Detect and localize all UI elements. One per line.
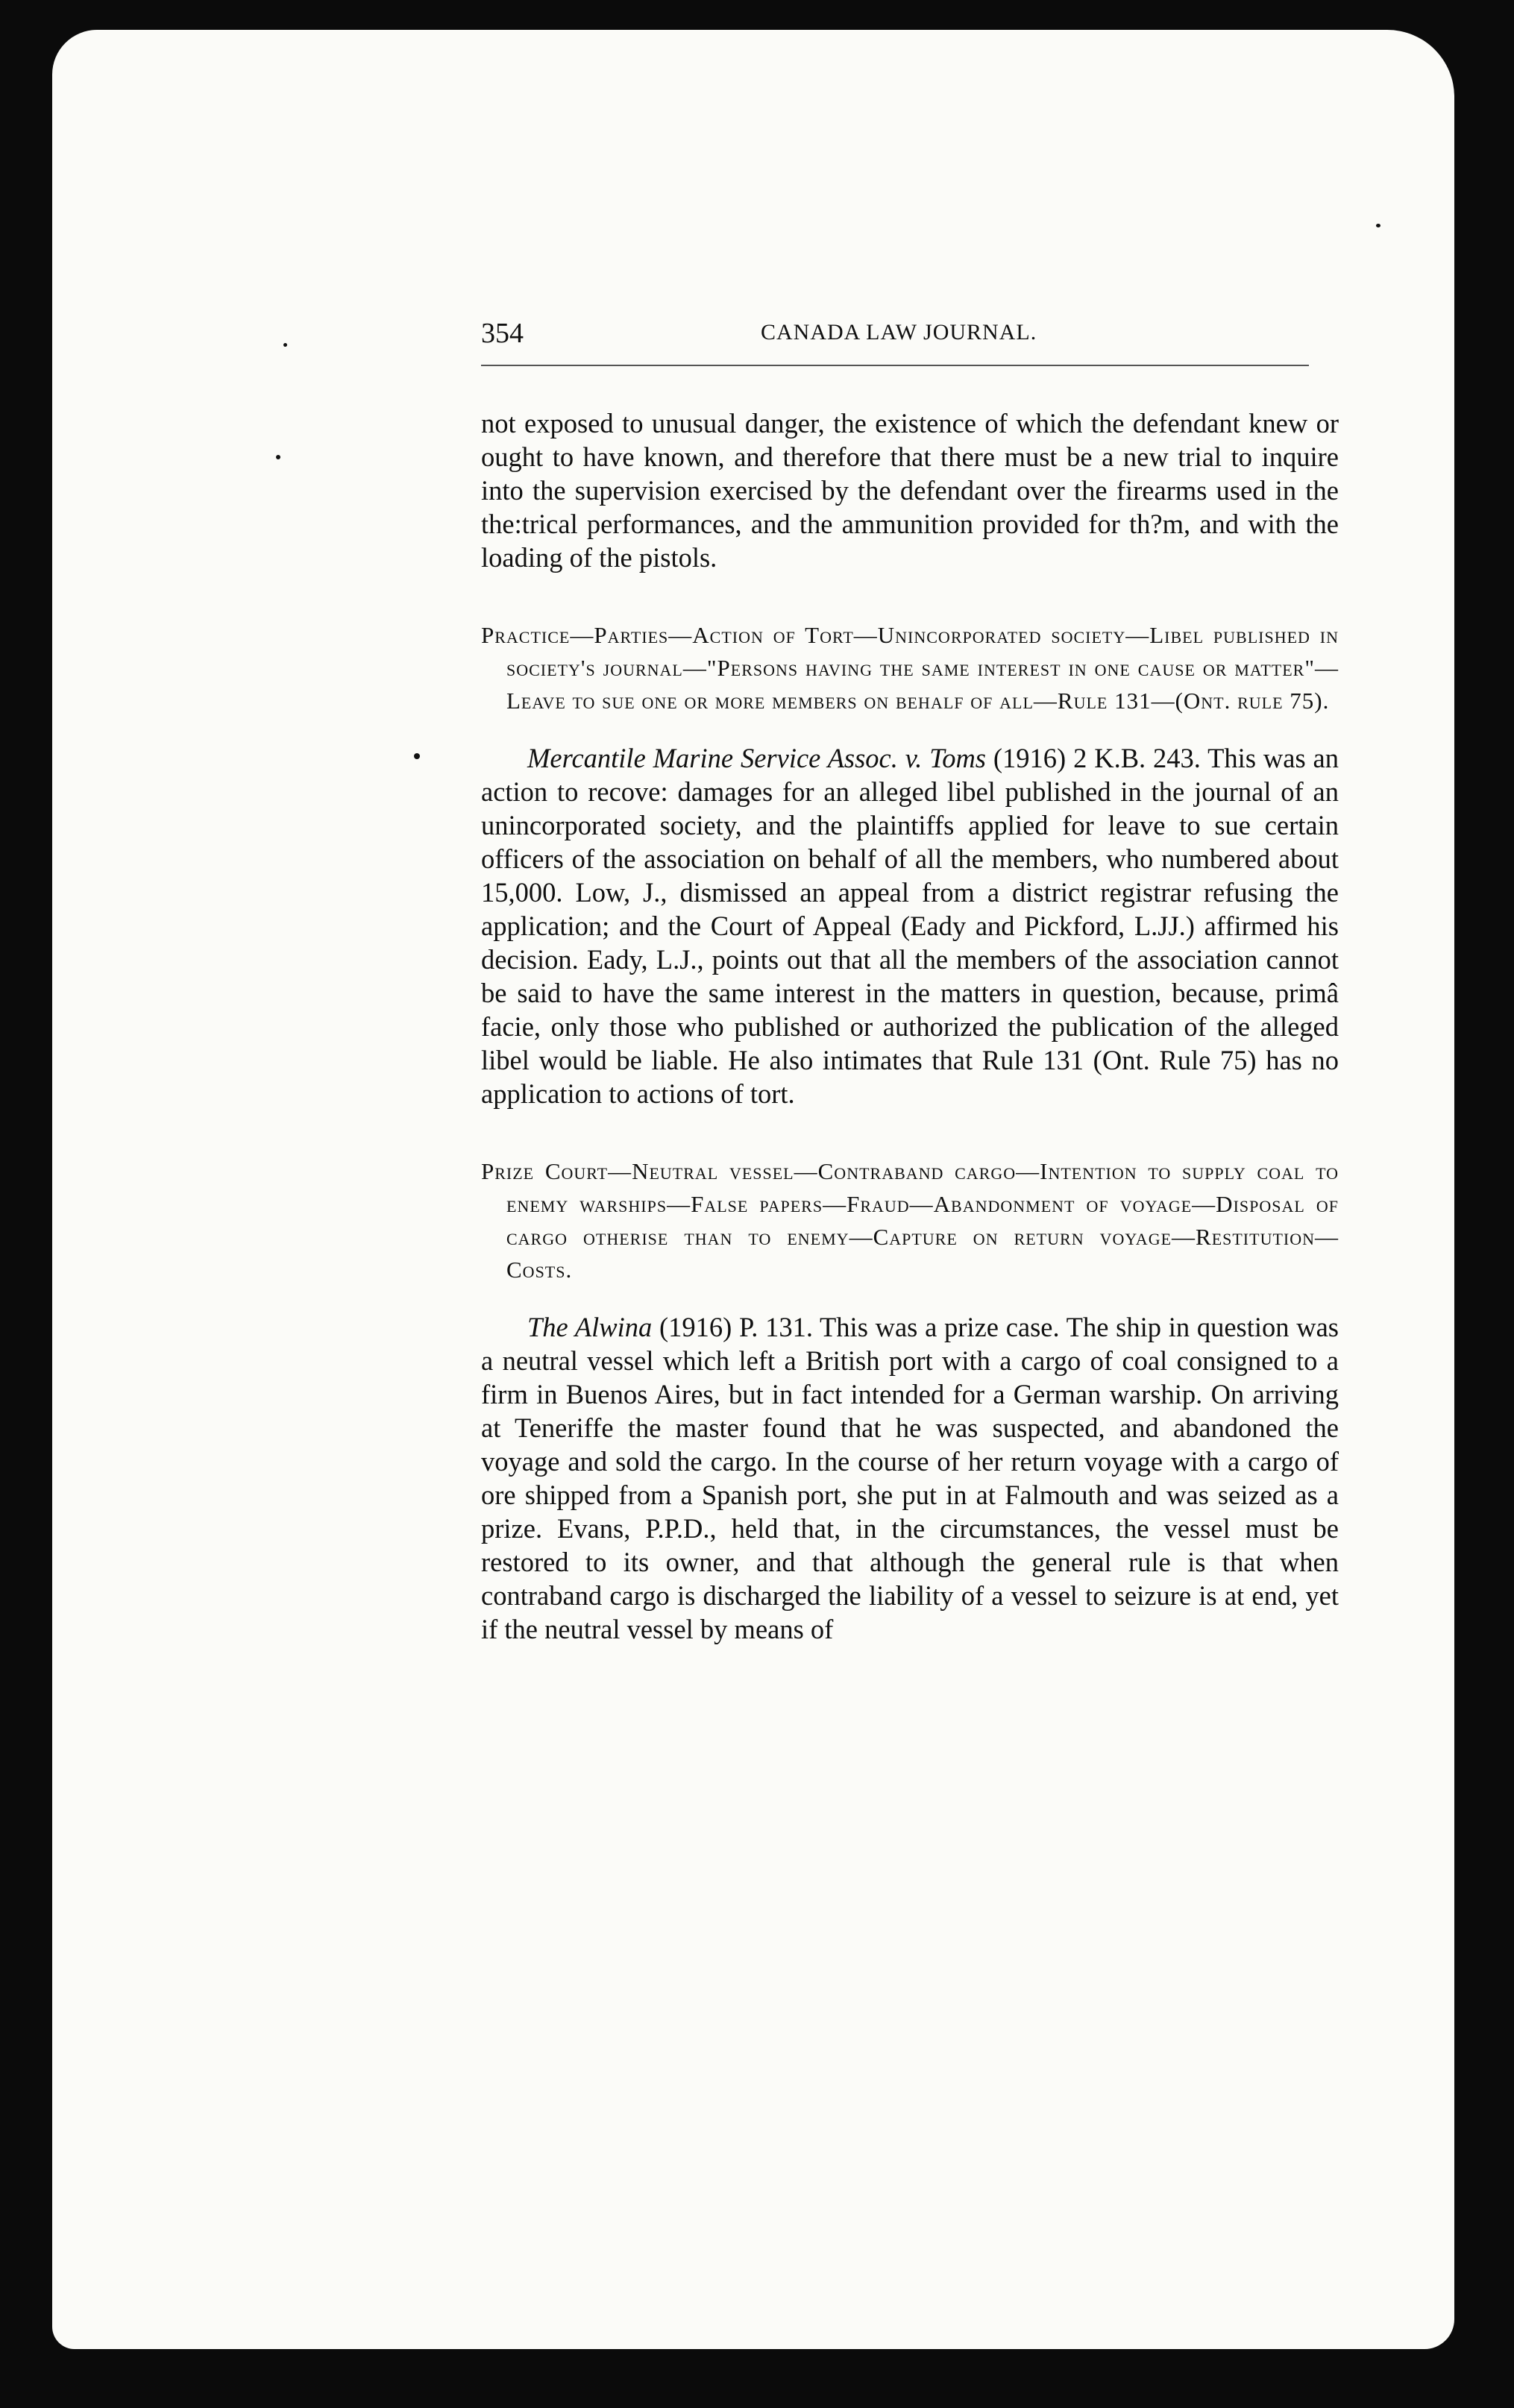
page-number: 354 [481,318,524,349]
case-text: (1916) P. 131. This was a prize case. The ship in question was a neutral vessel which left a British port with a cargo of coal consigned to a firm in Buenos Aires, but in fact intended for a German warship. On arriving at Teneriffe the master found that he was suspected, and abandoned the voyage and sold the cargo. In the course of her return voyage with a cargo of ore shipped from a Spanish port, she put in at Falmouth and was seized as a prize. Evans, P.P.D., held that, in the circumstances, the vessel must be restored to its owner, and that although the general rule is that when contraband cargo is discharged the liability of a vessel to seizure is at end, yet if the neutral vessel by means of [481,1312,1339,1644]
running-title: CANADA LAW JOURNAL. [761,320,1037,345]
case-name: The Alwina [527,1312,653,1342]
section-heading: Prize Court—Neutral vessel—Contraband cargo—Intention to supply coal to enemy warships—False papers—Fraud—Abandonment of voyage—Disposal of cargo otherise than to enemy—Capture on return voyage—Restitution—Costs. [481,1158,1339,1283]
page-header [481,317,1339,359]
scan-speck [414,753,420,759]
case-name: Mercantile Marine Service Assoc. v. Toms [527,743,987,773]
scan-speck [283,343,287,347]
section-heading: Practice—Parties—Action of Tort—Unincorporated society—Libel published in society's journal—"Persons having the same interest in one cause or matter"—Leave to sue one or more members on behalf of all—Rule 131—(Ont. rule 75). [481,622,1339,714]
header-rule [481,365,1309,366]
page-content [481,317,1339,1646]
case-summary [481,741,1339,1110]
intro-paragraph: not exposed to unusual danger, the existence of which the defendant knew or ought to have known, and therefore that there must be a new trial to inquire into the supervision exercised by the defendant over the firearms used in the the:trical performances, and the ammunition provided for th?m, and with the loading of the pistols. [481,408,1339,573]
case-text: (1916) 2 K.B. 243. This was an action to recove: damages for an alleged libel published in the journal of an unincorporated society, and the plaintiffs applied for leave to sue certain officers of the association on behalf of all the members, who numbered about 15,000. Low, J., dismissed an appeal from a district registrar refusing the application; and the Court of Appeal (Eady and Pickford, L.JJ.) affirmed his decision. Eady, L.J., points out that all the members of the association cannot be said to have the same interest in the matters in question, because, primâ facie, only those who published or authorized the publication of the alleged libel would be liable. He also intimates that Rule 131 (Ont. Rule 75) has no application to actions of tort. [481,743,1339,1109]
scan-speck [276,455,280,459]
scan-speck [1376,224,1380,227]
case-summary [481,1310,1339,1646]
